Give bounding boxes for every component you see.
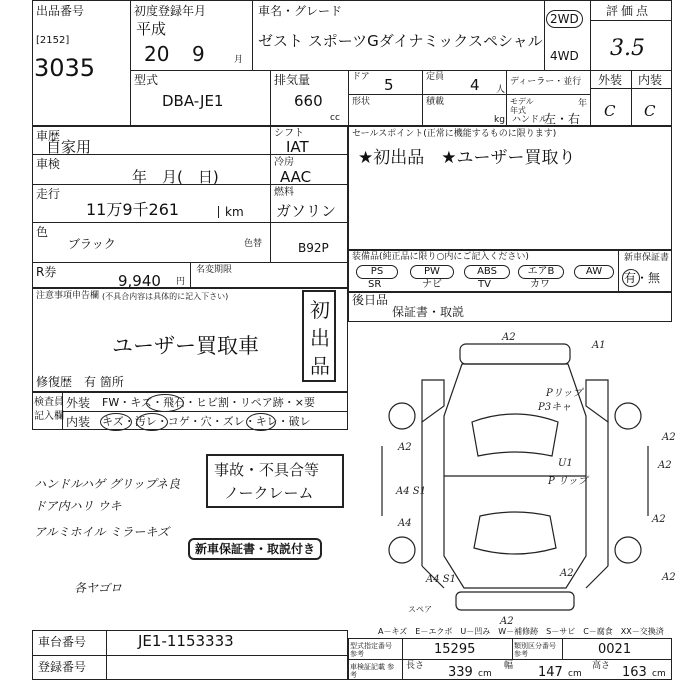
recycle-label: R券 bbox=[36, 265, 57, 279]
history-label: 車歴 bbox=[36, 129, 61, 143]
chassis-label: 車台番号 bbox=[38, 635, 87, 649]
handle-value: 左・右 bbox=[544, 112, 581, 126]
color: ブラック bbox=[68, 237, 116, 251]
interior-label: 内装 bbox=[638, 73, 663, 87]
exterior-grade: C bbox=[604, 102, 616, 120]
kg-unit: kg bbox=[494, 115, 505, 125]
int-scratch-circle bbox=[100, 413, 132, 431]
hw-note-2: ドア内ハリ ウキ bbox=[34, 499, 122, 513]
no-claim-text: ノークレーム bbox=[224, 484, 314, 502]
equip-abs: ABS bbox=[464, 265, 510, 279]
capacity-label: 定員 bbox=[426, 72, 445, 82]
model: DBA-JE1 bbox=[162, 92, 224, 110]
reg-year: 20 bbox=[144, 42, 170, 66]
mark-u1: U1 bbox=[558, 458, 573, 469]
int-shift-circle bbox=[246, 413, 276, 431]
ext-stone-circle bbox=[146, 394, 184, 412]
equip-ps: PS bbox=[356, 265, 398, 279]
inspection-label: 車検 bbox=[36, 157, 61, 171]
height-label: 高さ bbox=[592, 661, 611, 671]
ac-label: 冷房 bbox=[274, 157, 294, 168]
docs-value: 保証書・取説 bbox=[392, 305, 465, 319]
equip-aw: AW bbox=[574, 265, 614, 279]
hw-note-1: ハンドルハゲ グリップネ良 bbox=[34, 477, 181, 491]
name-label: 車名・グレード bbox=[258, 4, 343, 18]
ac: AAC bbox=[280, 168, 312, 186]
int-label: 内装 bbox=[66, 415, 91, 429]
mark-front-a1: A1 bbox=[592, 340, 606, 351]
warranty-value: 有・無 bbox=[624, 271, 661, 285]
model-year-label: モデル年式 bbox=[510, 97, 534, 115]
lot-code: [2152] bbox=[36, 35, 70, 46]
year-unit: 年 bbox=[578, 99, 588, 109]
hw-note-4: 各ヤゴロ bbox=[74, 581, 123, 595]
repair-value: 有 箇所 bbox=[84, 375, 124, 389]
length: 339 bbox=[448, 665, 473, 680]
cm-unit-1: cm bbox=[478, 669, 492, 679]
width: 147 bbox=[538, 665, 563, 680]
model-no-label: 型式指定番号 参考 bbox=[350, 642, 392, 658]
first-listing: 初出品 bbox=[310, 298, 330, 378]
model-label: 型式 bbox=[134, 73, 159, 87]
diagram-legend: A－キズ E－エクボ U－凹み W－補修跡 S－サビ C－腐食 XX－交換済 bbox=[378, 627, 664, 636]
era: 平成 bbox=[136, 20, 167, 38]
yen-unit: 円 bbox=[176, 277, 186, 287]
color-label: 色 bbox=[36, 225, 49, 239]
shape-label: 形状 bbox=[352, 97, 371, 107]
mark-plip: Pリップ bbox=[546, 388, 583, 399]
fuel-label: 燃料 bbox=[274, 187, 294, 198]
shift-label: シフト bbox=[274, 128, 304, 139]
lot-label: 出品番号 bbox=[36, 4, 85, 18]
equipment-label: 装備品(純正品に限り○内にご記入ください) bbox=[352, 252, 529, 262]
chassis: JE1-1153333 bbox=[138, 632, 234, 650]
sales-point-label: セールスポイント(正常に機能するものに限ります) bbox=[352, 129, 557, 139]
warranty-stamp: 新車保証書・取説付き bbox=[188, 538, 322, 560]
repair-label: 修復歴 bbox=[36, 375, 73, 389]
class-no-label: 類別区分番号 参考 bbox=[514, 642, 556, 658]
mark-left-a4s1: A4 S1 bbox=[396, 486, 426, 497]
doors: 5 bbox=[384, 76, 394, 94]
mark-rear-a2: A2 bbox=[560, 568, 574, 579]
inspection-value: 年 月( 日) bbox=[132, 168, 219, 186]
height: 163 bbox=[622, 665, 647, 680]
auction-sheet bbox=[32, 0, 676, 690]
sales-point-box bbox=[348, 126, 672, 250]
equip-airbag: エアB bbox=[518, 265, 564, 279]
mark-bottom-a2: A2 bbox=[500, 616, 514, 627]
warranty-circle bbox=[622, 269, 640, 287]
color-no-label: 色替 bbox=[244, 239, 263, 249]
mark-left-a4: A4 bbox=[398, 518, 412, 529]
title-change-label: 名変期限 bbox=[196, 265, 233, 275]
hw-note-3: アルミホイル ミラーキズ bbox=[34, 525, 170, 539]
notes-sublabel: (不具合内容は具体的に記入下さい) bbox=[102, 292, 229, 301]
fuel: ガソリン bbox=[276, 202, 337, 220]
dims-label: 車検証記載 参考 bbox=[350, 663, 395, 679]
score: 3.5 bbox=[610, 36, 645, 61]
reg-month: 9 bbox=[192, 42, 205, 66]
warranty-label: 新車保証書 bbox=[624, 253, 670, 263]
door-label: ドア bbox=[352, 72, 370, 82]
mark-p3: P3キャ bbox=[538, 402, 572, 413]
car-damage-diagram bbox=[352, 326, 676, 627]
lot-number: 3035 bbox=[34, 54, 96, 82]
docs-label: 後日品 bbox=[352, 293, 389, 307]
equip-sr: SR bbox=[368, 279, 382, 290]
dealer-label: ディーラー・並行 bbox=[510, 77, 582, 87]
recycle-amount: 9,940 bbox=[118, 272, 161, 290]
mark-left-a4s1-b: A4 S1 bbox=[426, 574, 456, 585]
length-label: 長さ bbox=[406, 661, 425, 671]
int-stain-circle bbox=[136, 413, 168, 431]
equip-tv: TV bbox=[478, 279, 491, 290]
equip-pw: PW bbox=[410, 265, 454, 279]
mark-spare: スペア bbox=[408, 605, 432, 614]
class-no: 0021 bbox=[598, 642, 632, 657]
color-code: B92P bbox=[298, 241, 329, 255]
cm-unit-3: cm bbox=[652, 669, 666, 679]
cm-unit-2: cm bbox=[568, 669, 582, 679]
mark-left-a2: A2 bbox=[398, 442, 412, 453]
load-label: 積載 bbox=[426, 97, 445, 107]
int-items: キズ・汚レ・コゲ・穴・ズレ・キレ・破レ bbox=[102, 415, 311, 428]
mark-right-a2-b: A2 bbox=[658, 460, 672, 471]
month-unit: 月 bbox=[234, 55, 244, 65]
exterior-label: 外装 bbox=[598, 73, 623, 87]
score-label: 評価点 bbox=[606, 4, 652, 18]
equip-navi: ナビ bbox=[422, 279, 442, 290]
interior-grade: C bbox=[644, 102, 656, 120]
capacity: 4 bbox=[470, 76, 480, 94]
notes-text: ユーザー買取車 bbox=[112, 334, 259, 358]
reg-no-label: 登録番号 bbox=[38, 660, 87, 674]
mileage: 11万9千261 bbox=[86, 200, 180, 219]
mileage-label: 走行 bbox=[36, 187, 61, 201]
displacement-label: 排気量 bbox=[274, 73, 311, 87]
mark-plip-b: P リップ bbox=[548, 476, 588, 487]
mark-right-a2-d: A2 bbox=[662, 572, 676, 583]
inspector-label-2: 記入欄 bbox=[34, 411, 64, 422]
notes-label: 注意事項申告欄 bbox=[36, 291, 100, 301]
ext-label: 外装 bbox=[66, 396, 91, 410]
drive-2wd: 2WD bbox=[546, 10, 583, 28]
mark-right-a2-c: A2 bbox=[652, 514, 666, 525]
mark-right-a2: A2 bbox=[662, 432, 676, 443]
ext-items: FW・キズ・飛石・ヒビ割・リペア跡・×要 bbox=[102, 396, 315, 409]
person-unit: 人 bbox=[496, 85, 506, 95]
handle-label: ハンドル bbox=[512, 115, 549, 125]
reg-label: 初度登録年月 bbox=[134, 4, 207, 18]
displacement: 660 bbox=[294, 92, 323, 110]
drive-4wd: 4WD bbox=[550, 49, 579, 63]
inspector-label-1: 検査員 bbox=[34, 397, 64, 408]
history: 自家用 bbox=[46, 138, 92, 156]
accident-text: 事故・不具合等 bbox=[214, 461, 320, 479]
model-no: 15295 bbox=[434, 642, 476, 657]
cc-unit: cc bbox=[330, 113, 340, 123]
shift: IAT bbox=[286, 138, 309, 156]
km-unit: km bbox=[218, 206, 244, 218]
equip-leather: カワ bbox=[530, 279, 550, 290]
mark-front-a2: A2 bbox=[502, 332, 516, 343]
car-name: ゼスト スポーツGダイナミックスペシャル bbox=[258, 32, 543, 50]
sales-point-text: ★初出品 ★ユーザー買取り bbox=[358, 148, 576, 168]
width-label: 幅 bbox=[504, 661, 514, 671]
